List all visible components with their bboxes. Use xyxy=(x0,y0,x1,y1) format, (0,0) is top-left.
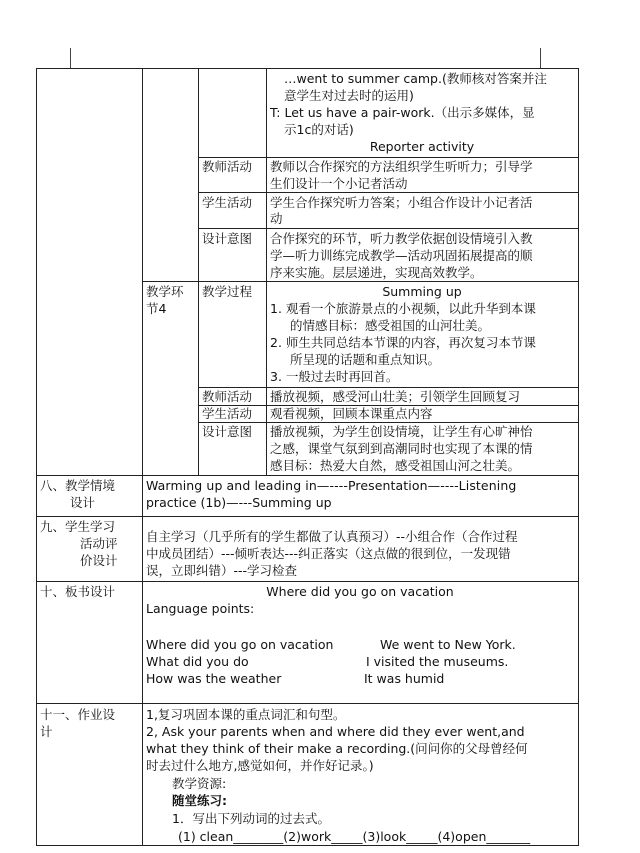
reporter-intro-line-4: 示1c的对话) xyxy=(284,122,354,137)
section9-line-2: 中成员团结）---倾听表达---纠正落实（这点做的很到位，一发现错 xyxy=(146,546,511,561)
link4-label-line-1: 教学环 xyxy=(146,284,184,299)
section8-label-line-2: 设计 xyxy=(70,495,96,510)
section11-label-line-1: 十一、作业设 xyxy=(40,707,116,722)
link4-intent-line-1: 播放视频，为学生创设情境，让学生有心旷神怡 xyxy=(270,424,533,439)
crop-mark-right xyxy=(540,48,541,68)
homework-item-2-line-2: what they think of their make a recording.(问问你的父母曾经何 xyxy=(146,741,528,756)
link4-teacher-line-1: 播放视频，感受河山壮美；引领学生回顾复习 xyxy=(270,389,521,404)
link4-student-line-1: 观看视频，回顾本课重点内容 xyxy=(270,406,433,421)
link4-item-2-line-1: 2. 师生共同总结本节课的内容，再次复习本节课 xyxy=(270,335,536,350)
section9-label-line-3: 价设计 xyxy=(80,553,118,568)
exercise-title: 1．写出下列动词的过去式。 xyxy=(172,811,330,826)
reporter-student-line-2: 动 xyxy=(270,211,283,226)
board-answer-1: We went to New York. xyxy=(380,637,516,652)
reporter-teacher-line-1: 教师以合作探究的方法组织学生听听力；引导学 xyxy=(270,159,533,174)
in-class-practice-label: 随堂练习: xyxy=(172,793,227,808)
section11-label-line-2: 计 xyxy=(40,724,53,739)
link4-item-1-line-2: 的情感目标：感受祖国的山河壮美。 xyxy=(290,318,491,333)
board-question-3: How was the weather xyxy=(146,671,282,686)
reporter-intro-line-1: …went to summer camp.(教师核对答案并注 xyxy=(284,71,547,86)
homework-item-2-line-1: 2, Ask your parents when and where did they ever went,and xyxy=(146,724,525,739)
homework-item-2-line-3: 时去过什么地方,感觉如何，并作好记录。) xyxy=(146,758,374,773)
link4-teacher-label: 教师活动 xyxy=(202,389,253,404)
teaching-resources-label: 教学资源: xyxy=(172,776,227,791)
link4-label-line-2: 节4 xyxy=(146,301,167,316)
link4-intent-label: 设计意图 xyxy=(202,424,253,439)
homework-item-1: 1,复习巩固本课的重点词汇和句型。 xyxy=(146,707,346,722)
link4-intent-line-2: 之感，课堂气氛到到高潮同时也实现了本课的情 xyxy=(270,441,533,456)
reporter-intent-label: 设计意图 xyxy=(202,231,253,246)
link4-intent-line-3: 感目标：热爱大自然，感受祖国山河之壮美。 xyxy=(270,458,521,473)
section9-line-1: 自主学习（几乎所有的学生都做了认真预习）--小组合作（合作过程 xyxy=(146,529,518,544)
section10-label: 十、板书设计 xyxy=(40,584,116,599)
reporter-activity-title: Reporter activity xyxy=(369,139,475,154)
link4-process-label: 教学过程 xyxy=(202,284,253,299)
section8-line-1: Warming up and leading in—----Presentation—----Listening xyxy=(146,478,517,493)
board-answer-2: I visited the museums. xyxy=(366,654,509,669)
link4-item-2-line-2: 所呈现的话题和重点知识。 xyxy=(290,352,441,367)
reporter-intent-line-2: 学—听力训练完成教学—活动巩固拓展提高的顺 xyxy=(270,248,533,263)
section9-label-line-2: 活动评 xyxy=(80,536,118,551)
section9-line-3: 误，立即纠错）---学习检查 xyxy=(146,563,298,578)
section8-line-2: practice (1b)—---Summing up xyxy=(146,495,332,510)
board-answer-3: It was humid xyxy=(364,671,445,686)
language-points-label: Language points: xyxy=(146,601,255,616)
reporter-student-line-1: 学生合作探究听力答案；小组合作设计小记者活 xyxy=(270,195,533,210)
reporter-teacher-label: 教师活动 xyxy=(202,159,253,174)
reporter-intro-line-3: T: Let us have a pair-work.（出示多媒体，显 xyxy=(270,105,535,120)
board-question-2: What did you do xyxy=(146,654,249,669)
reporter-intent-line-3: 序来实施。层层递进，实现高效教学。 xyxy=(270,265,483,280)
link4-item-3-line-1: 3. 一般过去时再回首。 xyxy=(270,369,399,384)
crop-mark-left xyxy=(70,48,71,68)
section9-label-line-1: 九、学生学习 xyxy=(40,519,116,534)
reporter-intro-line-2: 意学生对过去时的运用) xyxy=(284,88,414,103)
link4-title: Summing up xyxy=(382,284,462,299)
board-title: Where did you go on vacation xyxy=(266,584,454,599)
link4-student-label: 学生活动 xyxy=(202,406,253,421)
section8-label-line-1: 八、教学情境 xyxy=(40,478,116,493)
board-question-1: Where did you go on vacation xyxy=(146,637,334,652)
reporter-intent-line-1: 合作探究的环节，听力教学依据创设情境引入教 xyxy=(270,231,533,246)
exercise-line: (1) clean________(2)work_____(3)look_____(4)open_______ xyxy=(178,829,531,844)
reporter-student-label: 学生活动 xyxy=(202,195,253,210)
reporter-teacher-line-2: 生们设计一个小记者活动 xyxy=(270,176,408,191)
link4-item-1-line-1: 1. 观看一个旅游景点的小视频，以此升华到本课 xyxy=(270,301,536,316)
